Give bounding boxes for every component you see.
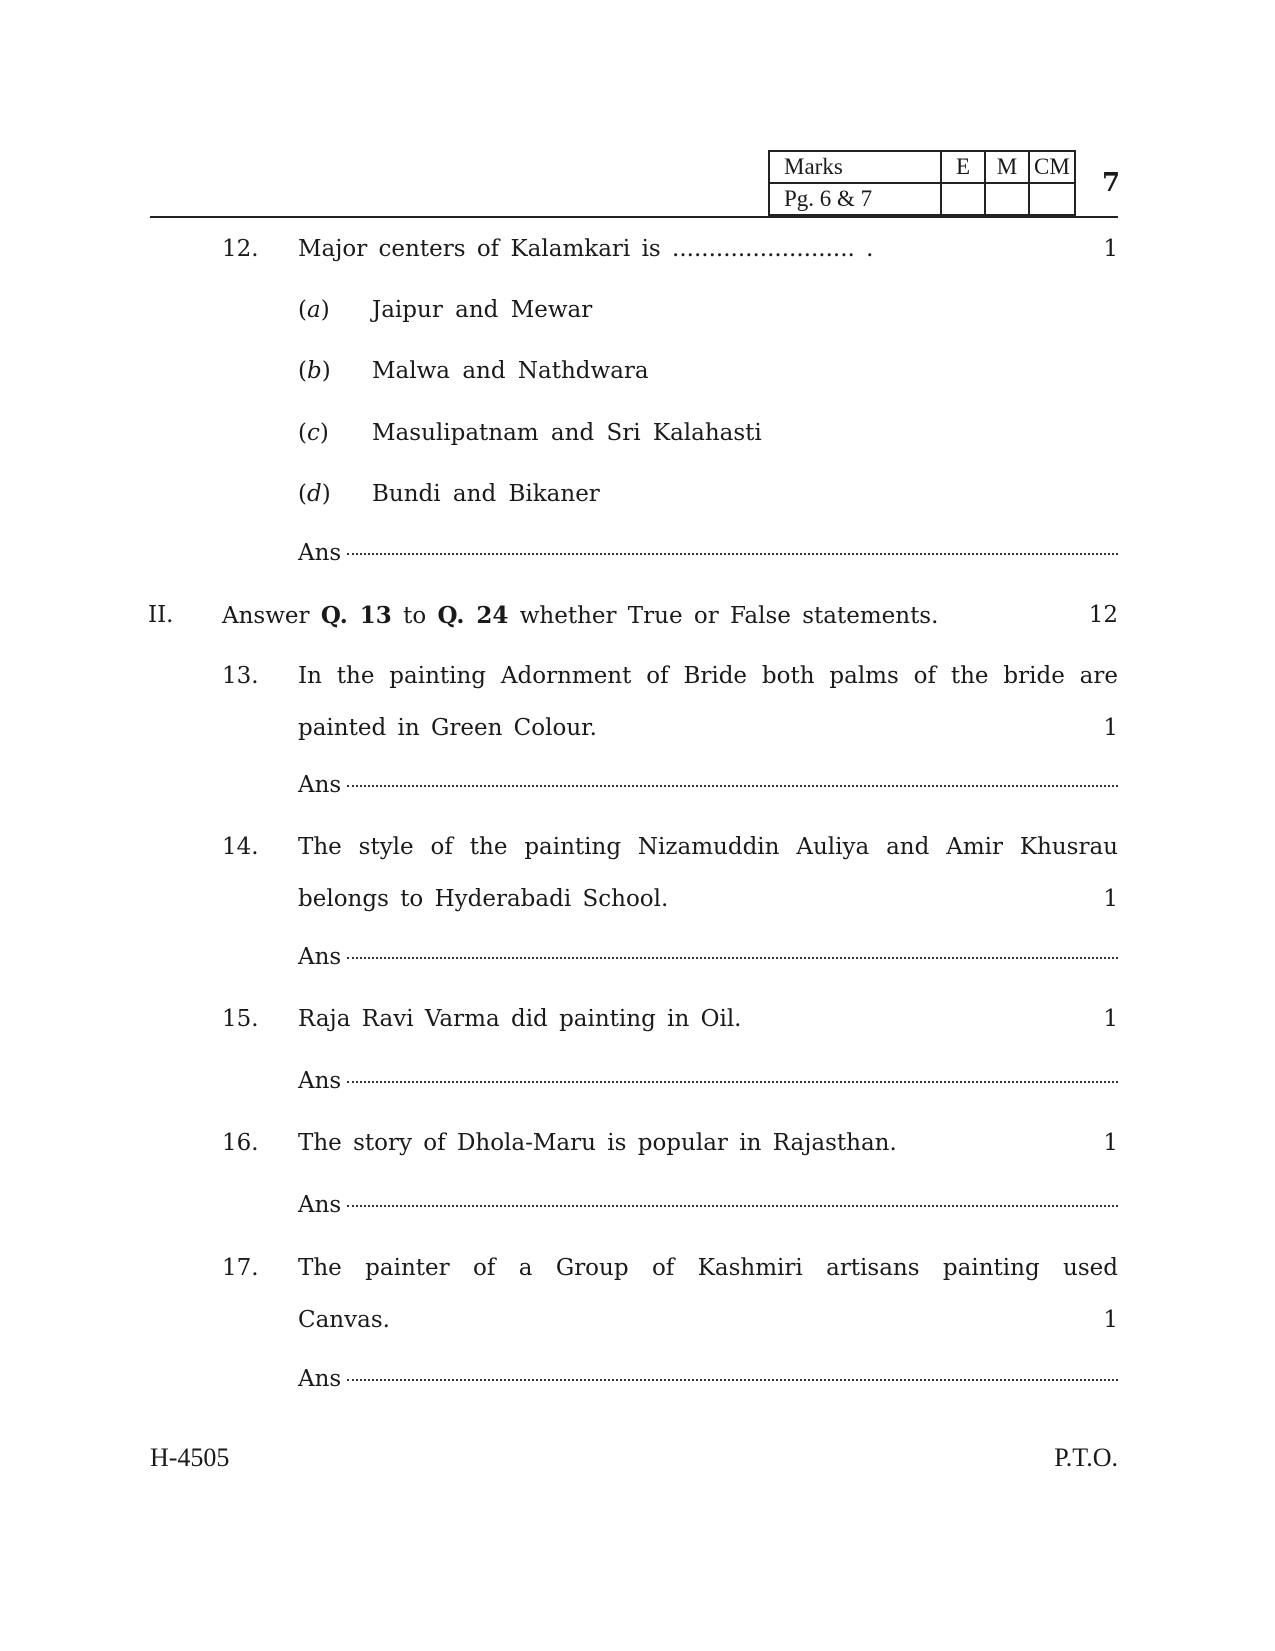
q13-text-line1: In the painting Adornment of Bride both palms of the bride are bbox=[298, 663, 1118, 689]
paper-code: H-4505 bbox=[150, 1443, 230, 1472]
q15-answer-dots bbox=[347, 1081, 1118, 1083]
q16-text: The story of Dhola-Maru is popular in Rajasthan. bbox=[298, 1130, 897, 1156]
q14-marks: 1 bbox=[1103, 886, 1118, 912]
col-cm-header: CM bbox=[1029, 151, 1075, 183]
q12-text: Major centers of Kalamkari is ......................... . bbox=[298, 236, 874, 262]
q14-text-line1: The style of the painting Nizamuddin Auliya and Amir Khusrau bbox=[298, 834, 1118, 860]
q14-answer-dots bbox=[347, 957, 1118, 959]
section-text-mid: to bbox=[403, 603, 427, 629]
q12-answer-line[interactable] bbox=[298, 540, 1118, 566]
q12-option-a-text: Jaipur and Mewar bbox=[372, 297, 593, 323]
q13-answer-line[interactable] bbox=[298, 772, 1118, 798]
q12-option-a-label: (a) bbox=[298, 297, 330, 323]
col-e-header: E bbox=[941, 151, 985, 183]
marks-label: Marks bbox=[769, 151, 941, 183]
option-letter: d bbox=[306, 481, 322, 507]
section-q-to: Q. 24 bbox=[437, 602, 509, 629]
q12-option-d-text: Bundi and Bikaner bbox=[372, 481, 600, 507]
option-letter: a bbox=[306, 297, 321, 323]
section-marks: 12 bbox=[1088, 602, 1118, 628]
marks-table bbox=[768, 150, 1076, 216]
q15-ans-label: Ans bbox=[298, 1068, 342, 1094]
q17-answer-line[interactable] bbox=[298, 1366, 1118, 1392]
q16-marks: 1 bbox=[1103, 1130, 1118, 1156]
q14-text-line2: belongs to Hyderabadi School. bbox=[298, 886, 669, 912]
q12-answer-dots bbox=[347, 553, 1118, 555]
section-instruction bbox=[222, 602, 938, 629]
q12-ans-label: Ans bbox=[298, 540, 342, 566]
q17-text-line1: The painter of a Group of Kashmiri artisans painting used bbox=[298, 1255, 1118, 1281]
q16-ans-label: Ans bbox=[298, 1192, 342, 1218]
q14-number: 14. bbox=[222, 834, 259, 860]
q17-text-line2: Canvas. bbox=[298, 1307, 390, 1333]
col-m-cell bbox=[985, 183, 1029, 215]
option-letter: c bbox=[306, 420, 320, 446]
q17-answer-dots bbox=[347, 1379, 1118, 1381]
section-text-post: whether True or False statements. bbox=[519, 603, 939, 629]
q15-text: Raja Ravi Varma did painting in Oil. bbox=[298, 1006, 742, 1032]
pages-label: Pg. 6 & 7 bbox=[769, 183, 941, 215]
q13-answer-dots bbox=[347, 785, 1118, 787]
q15-number: 15. bbox=[222, 1006, 259, 1032]
page-number: 7 bbox=[1102, 168, 1121, 198]
q17-number: 17. bbox=[222, 1255, 259, 1281]
q14-ans-label: Ans bbox=[298, 944, 342, 970]
q12-option-b-text: Malwa and Nathdwara bbox=[372, 358, 649, 384]
q14-answer-line[interactable] bbox=[298, 944, 1118, 970]
section-numeral: II. bbox=[148, 602, 174, 628]
q12-option-c-text: Masulipatnam and Sri Kalahasti bbox=[372, 420, 762, 446]
header-rule bbox=[150, 216, 1118, 218]
q16-answer-line[interactable] bbox=[298, 1192, 1118, 1218]
pto-label: P.T.O. bbox=[1054, 1443, 1118, 1472]
q17-ans-label: Ans bbox=[298, 1366, 342, 1392]
q15-answer-line[interactable] bbox=[298, 1068, 1118, 1094]
q16-answer-dots bbox=[347, 1205, 1118, 1207]
q16-number: 16. bbox=[222, 1130, 259, 1156]
col-e-cell bbox=[941, 183, 985, 215]
q13-number: 13. bbox=[222, 663, 259, 689]
q12-number: 12. bbox=[222, 236, 259, 262]
section-text-pre: Answer bbox=[222, 603, 310, 629]
q12-marks: 1 bbox=[1103, 236, 1118, 262]
section-q-from: Q. 13 bbox=[320, 602, 392, 629]
q15-marks: 1 bbox=[1103, 1006, 1118, 1032]
q17-marks: 1 bbox=[1103, 1307, 1118, 1333]
q13-ans-label: Ans bbox=[298, 772, 342, 798]
q13-text-line2: painted in Green Colour. bbox=[298, 715, 597, 741]
q12-option-d-label: (d) bbox=[298, 481, 331, 507]
col-m-header: M bbox=[985, 151, 1029, 183]
q12-option-c-label: (c) bbox=[298, 420, 329, 446]
q13-marks: 1 bbox=[1103, 715, 1118, 741]
q12-option-b-label: (b) bbox=[298, 358, 331, 384]
option-letter: b bbox=[306, 358, 322, 384]
col-cm-cell bbox=[1029, 183, 1075, 215]
